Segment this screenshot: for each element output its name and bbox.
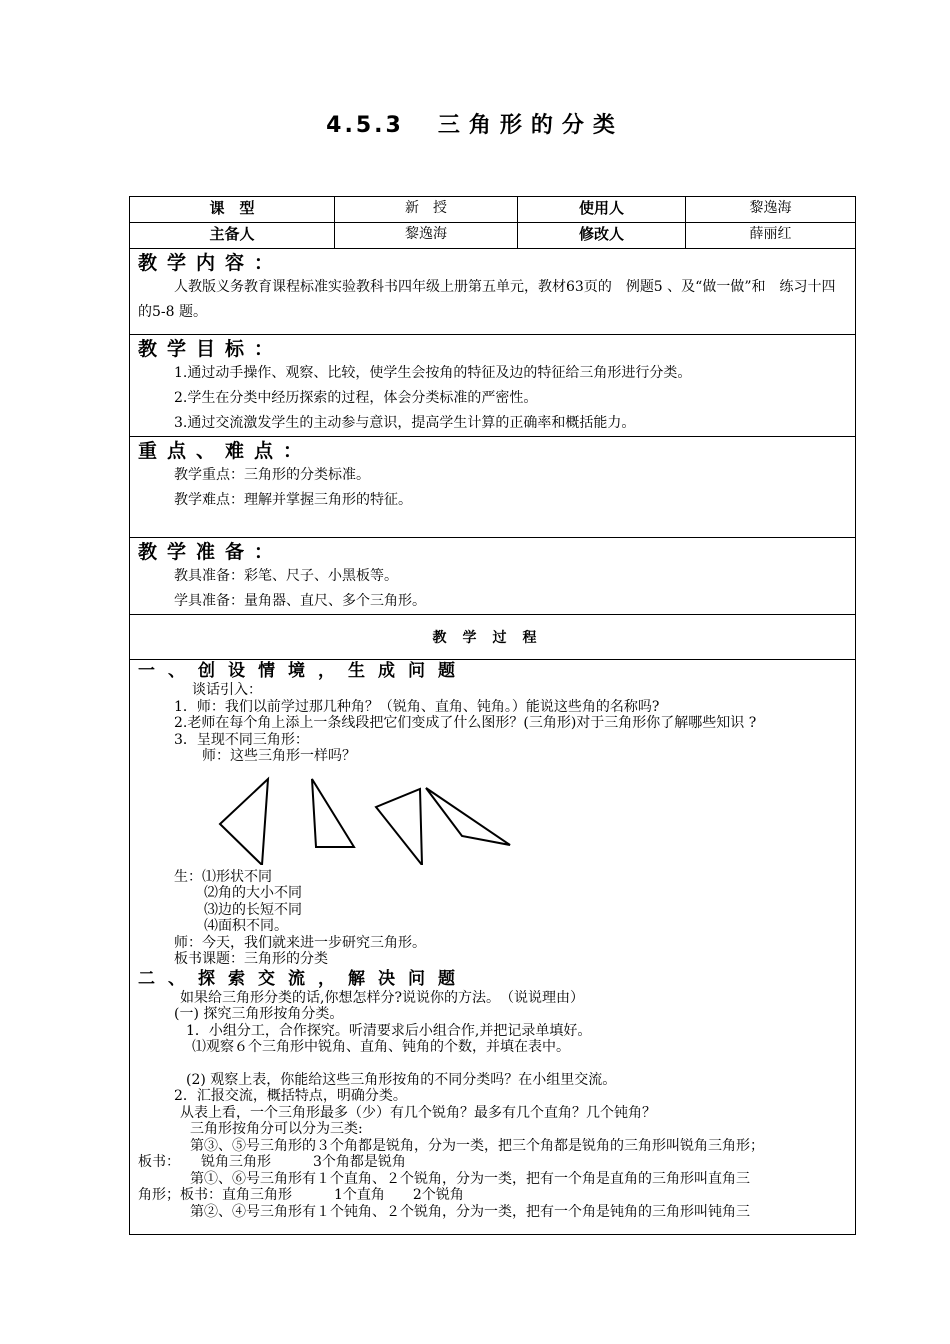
part2-line: 第③、⑤号三角形的３个角都是锐角，分为一类，把三个角都是锐角的三角形叫锐角三角形；: [190, 1137, 764, 1154]
question-1: 1．师：我们以前学过那几种角？（锐角、直角、钝角。）能说这些角的名称吗?: [174, 698, 660, 715]
teacher-question: 师：这些三角形一样吗？: [202, 748, 356, 764]
key-title: 重点、难点：: [138, 440, 313, 462]
lesson-plan-table: [129, 196, 856, 1235]
goal-item: 3.通过交流激发学生的主动参与意识，提高学生计算的正确率和概括能力。: [174, 415, 636, 431]
key-item: 教学重点：三角形的分类标准。: [174, 467, 370, 483]
prep-title: 教学准备：: [138, 541, 284, 563]
teacher-remark: 师：今天，我们就来进一步研究三角形。: [174, 934, 426, 951]
part1-title: 一、创设情境，生成问题: [138, 661, 468, 681]
process-title: 教学过程: [130, 615, 856, 660]
part2-line: 三角形按角分可以分为三类:: [190, 1121, 363, 1137]
prep-item: 教具准备：彩笔、尺子、小黑板等。: [174, 568, 398, 584]
triangle-4: [426, 788, 510, 845]
part2-line: 角形；板书：直角三角形 1个直角 2个锐角: [138, 1187, 464, 1203]
lesson-title: 三角形的分类: [437, 113, 624, 138]
part2-line: ⑴观察６个三角形中锐角、直角、钝角的个数，并填在表中。: [192, 1039, 570, 1055]
triangles-figure: [216, 775, 516, 865]
lesson-type-value: 新 授: [335, 197, 518, 223]
triangle-3: [376, 789, 422, 865]
student-answer: ⑶边的长短不同: [204, 901, 302, 918]
triangle-1: [220, 779, 268, 865]
editor-value: 薛丽红: [686, 223, 856, 249]
part2-line: 如果给三角形分类的话,你想怎样分?说说你的方法。 （说说理由）: [180, 989, 584, 1006]
goals-section: [130, 335, 856, 437]
goal-item: 1.通过动手操作、观察、比较，使学生会按角的特征及边的特征给三角形进行分类。: [174, 365, 692, 381]
content-text: 人教版义务教育课程标准实验教科书四年级上册第五单元，教材63页的 例题5 、及“做一做”和 练习十四的5-8 题。: [138, 279, 836, 320]
prep-item: 学具准备：量角器、直尺、多个三角形。: [174, 593, 426, 609]
key-section: [130, 437, 856, 538]
user-label: 使用人: [518, 197, 686, 223]
goal-item: 2.学生在分类中经历探索的过程，体会分类标准的严密性。: [174, 390, 538, 406]
part2-line: 1．小组分工，合作探究。听清要求后小组合作,并把记录单填好。: [186, 1022, 592, 1039]
header-row: [130, 197, 856, 223]
board-title: 板书课题：三角形的分类: [174, 951, 328, 967]
key-item: 教学难点：理解并掌握三角形的特征。: [174, 492, 412, 508]
part2-line: 第②、④号三角形有１个钝角、２个锐角，分为一类，把有一个角是钝角的三角形叫钝角三: [190, 1203, 750, 1220]
question-2: 2.老师在每个角上添上一条线段把它们变成了什么图形？(三角形)对于三角形你了解哪些知识 ?: [174, 715, 757, 731]
header-row: [130, 223, 856, 249]
lesson-number: 4.5.3: [326, 113, 404, 138]
triangle-2: [312, 779, 354, 847]
preparer-value: 黎逸海: [335, 223, 518, 249]
process-header: [130, 615, 856, 660]
part2-line: (2) 观察上表，你能给这些三角形按角的不同分类吗？在小组里交流。: [186, 1071, 617, 1088]
content-title: 教学内容：: [138, 252, 284, 274]
part2-title: 二、探索交流，解决问题: [138, 968, 468, 989]
content-section: [130, 249, 856, 335]
part2-line: (一) 探究三角形按角分类。: [174, 1006, 344, 1022]
editor-label: 修改人: [518, 223, 686, 249]
lesson-type-label: 课 型: [130, 197, 335, 223]
goals-title: 教学目标：: [138, 338, 284, 360]
student-answer: 生：⑴形状不同: [174, 868, 272, 885]
student-answer: ⑵角的大小不同: [204, 885, 302, 901]
intro-text: 谈话引入：: [192, 682, 262, 698]
student-answer: ⑷面积不同。: [204, 918, 288, 934]
prep-section: [130, 538, 856, 615]
page-title: [0, 108, 950, 139]
question-3: 3．呈现不同三角形：: [174, 731, 309, 748]
part2-line: 板书： 锐角三角形 3个角都是锐角: [138, 1154, 406, 1170]
process-section: [130, 660, 856, 1235]
part2-line: 2．汇报交流，概括特点，明确分类。: [174, 1088, 407, 1104]
part2-line: 第①、⑥号三角形有１个直角、２个锐角，分为一类，把有一个角是直角的三角形叫直角三: [190, 1170, 750, 1187]
preparer-label: 主备人: [130, 223, 335, 249]
user-value: 黎逸海: [686, 197, 856, 223]
part2-line: 从表上看，一个三角形最多（少）有几个锐角？最多有几个直角？几个钝角？: [180, 1104, 656, 1121]
